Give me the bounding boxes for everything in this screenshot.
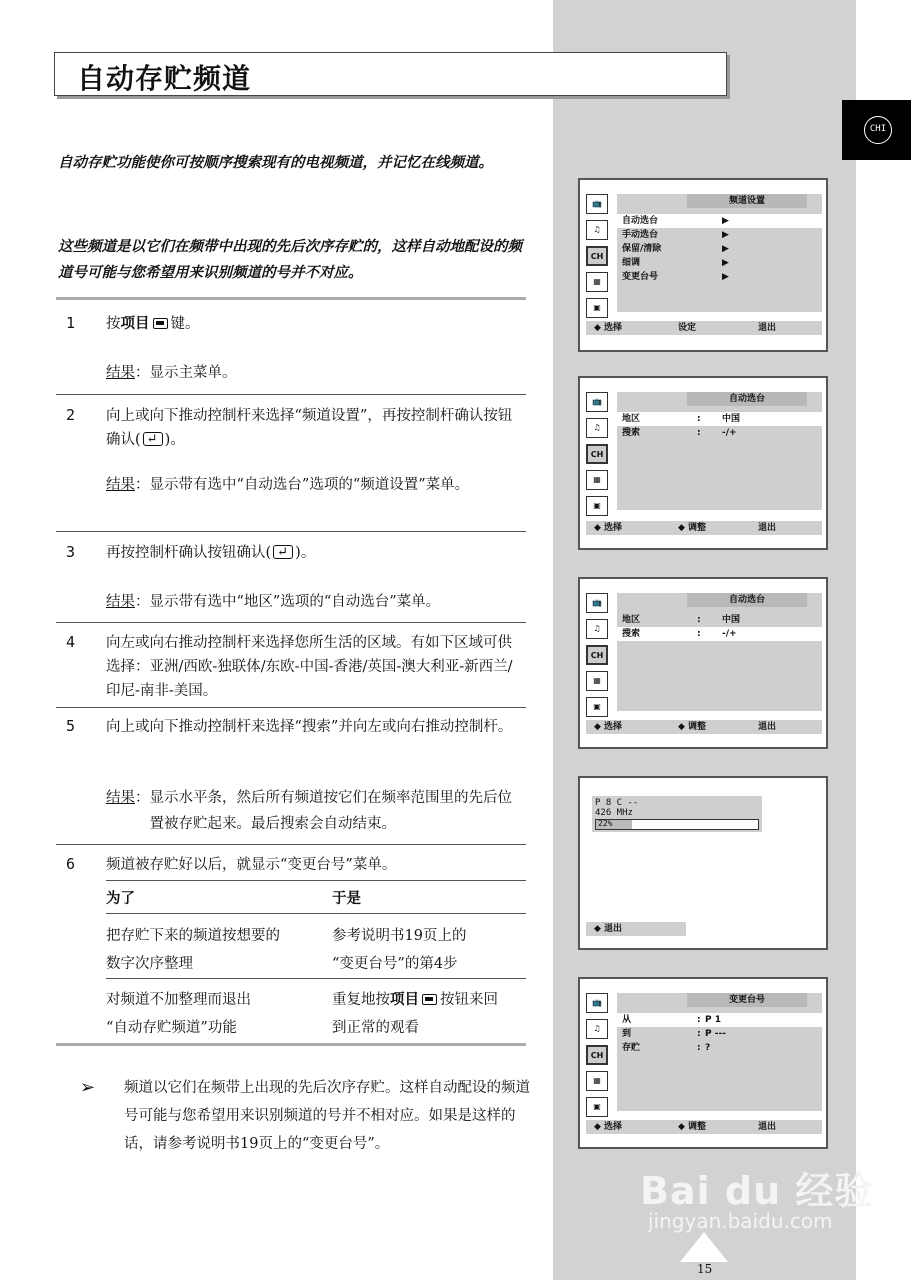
- setup-icon: ▣: [586, 496, 608, 516]
- osd-row: 保留/清除 ▶: [622, 244, 729, 254]
- osd-bottom-bar: ◆ 选择 ◆ 调整 退出: [586, 521, 822, 535]
- table-line-mid: [106, 978, 526, 979]
- page-marker: [680, 1232, 728, 1262]
- intro-paragraph-1: 自动存贮功能使你可按顺序搜索现有的电视频道，并记忆在线频道。: [58, 154, 493, 171]
- osd-menu: 自动选台 地区 : 中国 搜索 : -/+: [617, 392, 822, 510]
- osd-row: 从 : P 1: [617, 1013, 822, 1027]
- step-text-2: 向上或向下推动控制杆来选择“频道设置”，再按控制杆确认按钮确认(↵ )。: [106, 404, 526, 452]
- function-icon: ▦: [586, 1071, 608, 1091]
- step-number-3: 3: [66, 543, 76, 561]
- arrow-icon: ➢: [80, 1077, 96, 1098]
- side-icons: [586, 993, 612, 1123]
- step-number-5: 5: [66, 717, 76, 735]
- function-icon: ▦: [586, 671, 608, 691]
- setup-icon: ▣: [586, 298, 608, 318]
- side-icons: [586, 392, 612, 522]
- tv-icon: 📺: [586, 194, 608, 214]
- note-text: 频道以它们在频带上出现的先后次序存贮。这样自动配设的频道号可能与您希望用来识别频道的号并不相对应。如果是这样的话，请参考说明书19页上的“变更台号”。: [124, 1080, 530, 1152]
- tv-icon: 📺: [586, 593, 608, 613]
- watermark: Bai du 经验 jingyan.baidu.com: [640, 1169, 874, 1233]
- step-text-5: 向上或向下推动控制杆来选择“搜索”并向左或向右推动控制杆。: [106, 719, 513, 735]
- divider-3: [56, 622, 526, 623]
- step-result-5: 结果：显示水平条，然后所有频道按它们在频率范围里的先后位置被存贮起来。最后搜索会自动结束。: [106, 790, 512, 832]
- divider-bottom: [56, 1043, 526, 1046]
- osd-row: 存贮 : ?: [622, 1043, 711, 1053]
- enter-icon: [143, 432, 163, 446]
- tv-icon: 📺: [586, 392, 608, 412]
- sound-icon: ♫: [586, 619, 608, 639]
- osd-row: 细调 ▶: [622, 258, 729, 268]
- channel-icon: CH: [586, 444, 608, 464]
- tv-screen-channel-setup: [578, 178, 828, 352]
- setup-icon: ▣: [586, 1097, 608, 1117]
- step-text-6: 频道被存贮好以后，就显示“变更台号”菜单。: [106, 857, 397, 873]
- table-head-1: 为了: [106, 890, 135, 907]
- step-text-4: 向左或向右推动控制杆来选择您所生活的区域。有如下区域可供选择：亚洲/西欧-独联体/东欧-中国-香港/英国-澳大利亚-新西兰/印尼-南非-美国。: [106, 635, 513, 699]
- side-icons: [586, 194, 612, 324]
- channel-icon: CH: [586, 1045, 608, 1065]
- page-title-box: [54, 52, 727, 96]
- osd-bottom-bar: ◆ 选择 设定 退出: [586, 321, 822, 335]
- step-result-2: 结果：显示带有选中“自动选台”选项的“频道设置”菜单。: [106, 477, 470, 493]
- setup-icon: ▣: [586, 697, 608, 717]
- tv-screen-auto-store: [578, 376, 828, 550]
- osd-bottom-bar: ◆ 选择 ◆ 调整 退出: [586, 720, 822, 734]
- divider-2: [56, 531, 526, 532]
- sound-icon: ♫: [586, 418, 608, 438]
- divider-top: [56, 297, 526, 300]
- osd-row: 地区 : 中国: [617, 412, 822, 426]
- step-number-4: 4: [66, 633, 76, 651]
- osd-row: 变更台号 ▶: [622, 272, 729, 282]
- step-text-1: 按项目 键。: [106, 315, 200, 332]
- sound-icon: ♫: [586, 220, 608, 240]
- sound-icon: ♫: [586, 1019, 608, 1039]
- function-icon: ▦: [586, 470, 608, 490]
- divider-1: [56, 394, 526, 395]
- menu-icon: [422, 994, 437, 1005]
- tv-screen-auto-store-search: [578, 577, 828, 749]
- scan-progress-bar: 22%: [595, 819, 759, 830]
- osd-menu: 自动选台 地区 : 中国 搜索 : -/+: [617, 593, 822, 711]
- language-tab: [842, 100, 911, 160]
- osd-row: 手动选台 ▶: [622, 230, 729, 240]
- divider-4: [56, 707, 526, 708]
- tv-screen-scanning: [578, 776, 828, 950]
- step-number-2: 2: [66, 406, 76, 424]
- step-text-3: 再按控制杆确认按钮确认(↵ )。: [106, 541, 526, 565]
- intro-paragraph-2: 这些频道是以它们在频带中出现的先后次序存贮的，这样自动地配设的频道号可能与您希望用来识别频道的号并不对应。: [58, 238, 522, 281]
- side-icons: [586, 593, 612, 723]
- step-result-1: 结果：显示主菜单。: [106, 365, 237, 381]
- table-line-top: [106, 880, 526, 881]
- step-number-6: 6: [66, 855, 76, 873]
- osd-row: 到 : P ---: [622, 1029, 726, 1039]
- osd-menu: [617, 194, 822, 312]
- page-number: 15: [697, 1262, 713, 1276]
- channel-icon: CH: [586, 246, 608, 266]
- osd-bottom-bar: ◆ 选择 ◆ 调整 退出: [586, 1120, 822, 1134]
- table-head-2: 于是: [332, 890, 361, 907]
- chi-label: CHI: [864, 116, 892, 144]
- step-result-3: 结果：显示带有选中“地区”选项的“自动选台”菜单。: [106, 594, 441, 610]
- osd-row: 自动选台 ▶: [617, 214, 822, 228]
- enter-icon: [273, 545, 293, 559]
- scan-info: P 8 C -- 426 MHz 22%: [592, 796, 762, 832]
- osd-bottom-bar: ◆ 退出: [586, 922, 686, 936]
- divider-5: [56, 844, 526, 845]
- channel-icon: CH: [586, 645, 608, 665]
- tv-screen-sort: [578, 977, 828, 1149]
- osd-row: 搜索 : -/+: [622, 428, 737, 438]
- osd-row: 搜索 : -/+: [617, 627, 822, 641]
- osd-row: 地区 : 中国: [622, 615, 741, 625]
- function-icon: ▦: [586, 272, 608, 292]
- step-number-1: 1: [66, 314, 76, 332]
- tv-icon: 📺: [586, 993, 608, 1013]
- menu-icon: [153, 318, 168, 329]
- osd-menu: 变更台号 从 : P 1 到 : P --- 存贮 : ?: [617, 993, 822, 1111]
- page-title: 自动存贮频道: [77, 62, 252, 95]
- osd-title: 频道设置: [687, 194, 807, 208]
- table-line-head: [106, 913, 526, 914]
